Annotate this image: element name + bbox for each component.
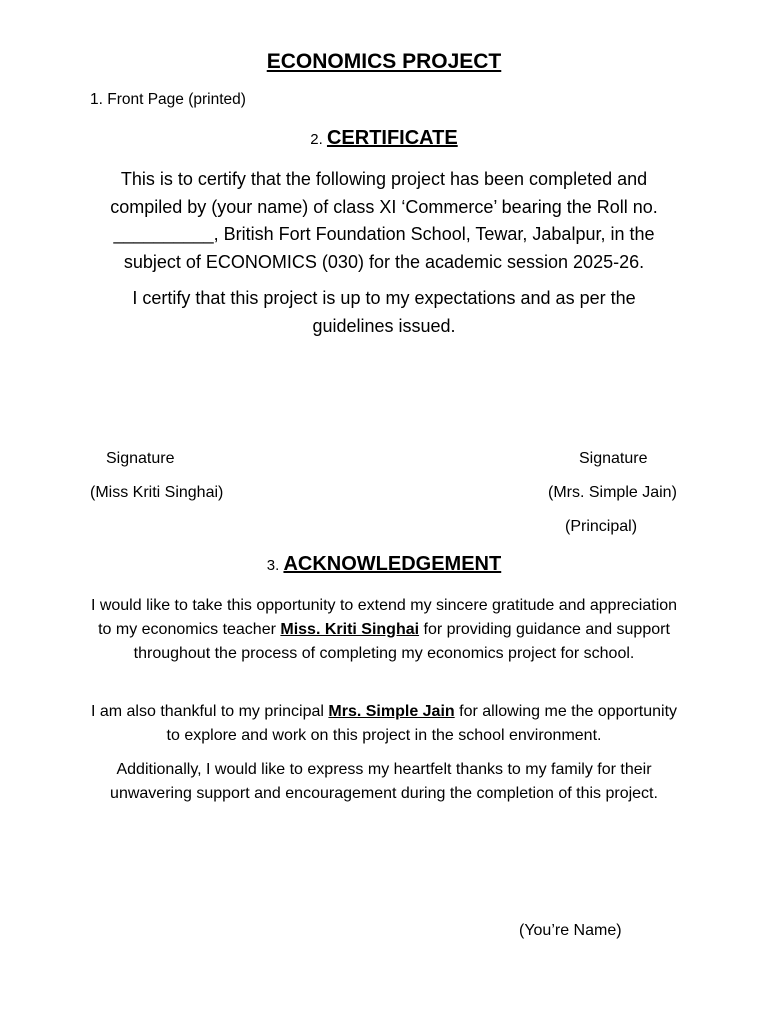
principal-signature-name: (Mrs. Simple Jain) — [548, 484, 677, 501]
document-title: ECONOMICS PROJECT — [266, 50, 502, 73]
teacher-name: Miss. Kriti Singhai — [280, 620, 420, 638]
acknowledgement-paragraph-2 — [90, 700, 678, 748]
acknowledgement-heading-text: ACKNOWLEDGEMENT — [283, 553, 502, 575]
front-page-item: 1. Front Page (printed) — [90, 91, 246, 108]
certificate-paragraph-2: I certify that this project is up to my expectations and as per the guidelines issued. — [132, 288, 636, 336]
ack-p1-after: for providing guidance and support throughout the process of completing my economics project for school. — [133, 620, 670, 662]
principal-signature-label: Signature — [579, 450, 648, 467]
certificate-heading-text: CERTIFICATE — [326, 127, 458, 149]
certificate-paragraph-1: This is to certify that the following project has been completed and compiled by (your name) of class XI ‘Commerce’ bearing the Roll no. __________, British Fort Foundation School, Tewar, Jabalpur, in the subject of ECONOMICS (030) for the academic session 2025-26. — [110, 169, 658, 272]
teacher-signature-label: Signature — [106, 450, 175, 467]
teacher-signature-name: (Miss Kriti Singhai) — [90, 484, 224, 501]
certificate-number: 2. — [310, 131, 323, 148]
acknowledgement-heading — [0, 553, 768, 576]
ack-p2-before: I am also thankful to my principal — [90, 703, 329, 720]
student-signoff: (You’re Name) — [519, 922, 622, 939]
principal-name: Mrs. Simple Jain — [328, 703, 455, 720]
acknowledgement-paragraph-1 — [90, 594, 678, 665]
principal-role: (Principal) — [565, 518, 638, 535]
certificate-heading — [0, 127, 768, 150]
acknowledgement-paragraph-3: Additionally, I would like to express my heartfelt thanks to my family for their unwavering support and encouragement during the completion of this project. — [110, 761, 658, 802]
ack-p1-before: I would like to take this opportunity to extend my sincere gratitude and appreciation to my economics teacher — [90, 597, 678, 638]
acknowledgement-number: 3. — [266, 557, 280, 574]
ack-p2-after: for allowing me the opportunity to explore and work on this project in the school environment. — [166, 703, 678, 744]
